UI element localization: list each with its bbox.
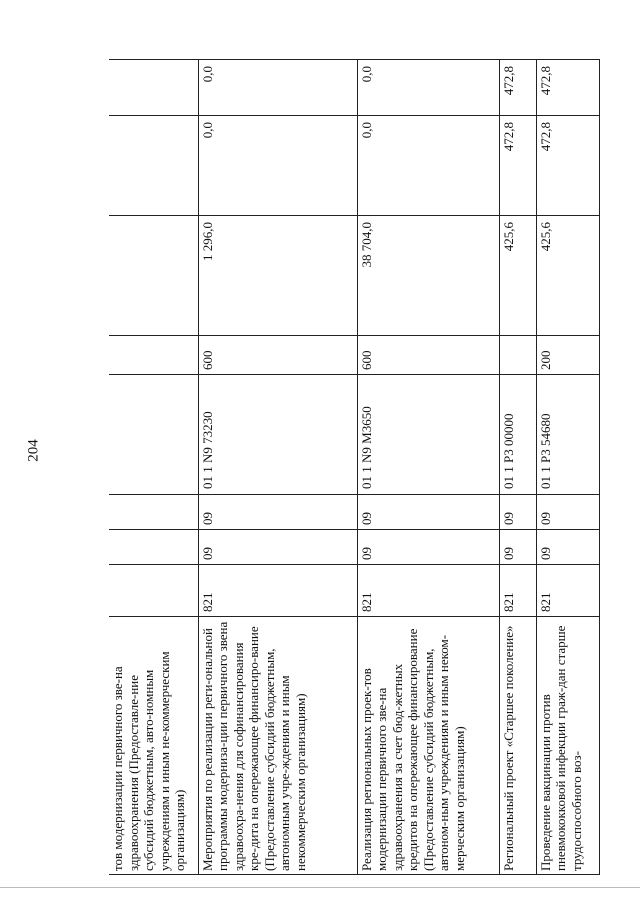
target-code: 01 1 P3 54680 <box>536 375 599 495</box>
row-name: Реализация региональных проек-тов модернизации первичного зве-на здравоохранения за счет бюд-жетных кредитов на опережающее финансирование (Предоставление субсидий бюджетным, автоном-ным учреждениям и иным неком-мерческим организациям) <box>357 617 499 875</box>
ministry-code <box>109 565 198 617</box>
section-code: 09 <box>536 530 599 565</box>
scan-edge-rule <box>0 887 640 888</box>
table-row <box>109 60 198 875</box>
value-1: 38 704,0 <box>357 216 499 336</box>
page-number: 204 <box>25 439 42 462</box>
table-row <box>198 60 357 875</box>
target-code: 01 1 N9 M3650 <box>357 375 499 495</box>
expense-type <box>109 336 198 375</box>
row-name: Мероприятия по реализации реги-ональной программы модерниза-ции первичного звена здравоохра-нения для софинансирования кре-дита на опережающее финансиро-вание (Предоставление субсидий бюджетным, автономным учре-ждениям и иным некоммерческим организациям) <box>198 617 357 875</box>
value-1: 1 296,0 <box>198 216 357 336</box>
value-3 <box>109 60 198 116</box>
expense-type: 600 <box>357 336 499 375</box>
value-2: 472,8 <box>499 116 536 216</box>
subsection-code <box>109 495 198 530</box>
table-row <box>536 60 599 875</box>
subsection-code: 09 <box>357 495 499 530</box>
target-code: 01 1 P3 00000 <box>499 375 536 495</box>
subsection-code: 09 <box>499 495 536 530</box>
row-name: тов модернизации первичного зве-на здравоохранения (Предоставле-ние субсидий бюджетным, авто-номным учреждениям и иным не-коммерческим организациям) <box>109 617 198 875</box>
row-name: Региональный проект «Старшее поколение» <box>499 617 536 875</box>
ministry-code: 821 <box>499 565 536 617</box>
value-2: 472,8 <box>536 116 599 216</box>
ministry-code: 821 <box>198 565 357 617</box>
budget-table-container <box>109 60 599 875</box>
budget-table <box>109 59 600 875</box>
value-1 <box>109 216 198 336</box>
subsection-code: 09 <box>536 495 599 530</box>
section-code: 09 <box>357 530 499 565</box>
value-2: 0,0 <box>198 116 357 216</box>
expense-type <box>499 336 536 375</box>
table-row <box>357 60 499 875</box>
section-code: 09 <box>499 530 536 565</box>
value-3: 472,8 <box>536 60 599 116</box>
ministry-code: 821 <box>536 565 599 617</box>
ministry-code: 821 <box>357 565 499 617</box>
expense-type: 200 <box>536 336 599 375</box>
section-code <box>109 530 198 565</box>
value-2 <box>109 116 198 216</box>
target-code <box>109 375 198 495</box>
target-code: 01 1 N9 73230 <box>198 375 357 495</box>
value-3: 472,8 <box>499 60 536 116</box>
table-row <box>499 60 536 875</box>
section-code: 09 <box>198 530 357 565</box>
subsection-code: 09 <box>198 495 357 530</box>
value-1: 425,6 <box>536 216 599 336</box>
value-1: 425,6 <box>499 216 536 336</box>
value-2: 0,0 <box>357 116 499 216</box>
row-name: Проведение вакцинации против пневмококковой инфекции граж-дан старше трудоспособного воз- <box>536 617 599 875</box>
expense-type: 600 <box>198 336 357 375</box>
value-3: 0,0 <box>198 60 357 116</box>
value-3: 0,0 <box>357 60 499 116</box>
